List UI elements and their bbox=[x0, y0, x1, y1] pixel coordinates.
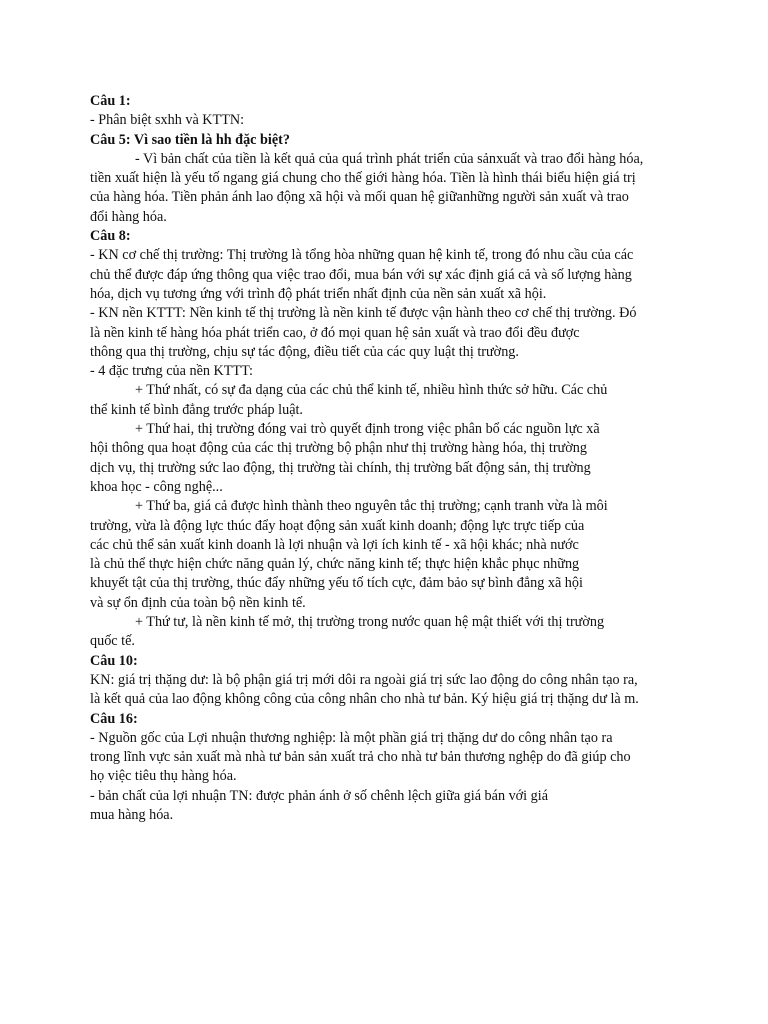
text-line: và sự ổn định của toàn bộ nền kinh tế. bbox=[90, 594, 306, 611]
text-line: khuyết tật của thị trường, thúc đẩy những yếu tố tích cực, đảm bảo sự bình đẳng xã hội bbox=[90, 575, 583, 592]
text-line: + Thứ hai, thị trường đóng vai trò quyết định trong việc phân bổ các nguồn lực xã bbox=[135, 421, 600, 438]
text-line: là chủ thể thực hiện chức năng quản lý, chức năng kinh tế; thực hiện khắc phục những bbox=[90, 556, 580, 573]
text-line: là kết quả của lao động không công của công nhân cho nhà tư bản. Ký hiệu giá trị thặng dư là m. bbox=[90, 691, 639, 708]
text-line: - Vì bản chất của tiền là kết quả của quá trình phát triển của sảnxuất và trao đổi hàng hóa, bbox=[135, 150, 644, 167]
text-line: đổi hàng hóa. bbox=[90, 208, 167, 225]
text-line: thể kinh tế bình đẳng trước pháp luật. bbox=[90, 401, 303, 418]
text-line: họ việc tiêu thụ hàng hóa. bbox=[90, 768, 237, 785]
text-line: của hàng hóa. Tiền phản ánh lao động xã hội và mối quan hệ giữanhững người sản xuất và trao bbox=[90, 189, 629, 206]
text-line: mua hàng hóa. bbox=[90, 806, 174, 823]
text-line: trong lĩnh vực sản xuất mà nhà tư bản sản xuất trả cho nhà tư bản thương nghệp do đã giúp cho bbox=[90, 749, 631, 766]
text-line: + Thứ tư, là nền kinh tế mở, thị trường trong nước quan hệ mật thiết với thị trường bbox=[135, 614, 605, 631]
text-line: các chủ thể sản xuất kinh doanh là lợi nhuận và lợi ích kinh tế - xã hội khác; nhà nước bbox=[90, 536, 579, 553]
text-line: tiền xuất hiện là yếu tố ngang giá chung cho thế giới hàng hóa. Tiền là hình thái biểu hiện giá trị bbox=[90, 170, 636, 187]
text-line: - 4 đặc trưng của nền KTTT: bbox=[90, 363, 253, 380]
text-line: chủ thể được đáp ứng thông qua việc trao đổi, mua bán với sự xác định giá cả và số lượng hàng bbox=[90, 266, 632, 283]
text-line: - bản chất của lợi nhuận TN: được phản ánh ở số chênh lệch giữa giá bán với giá bbox=[90, 787, 549, 804]
text-line: thông qua thị trường, chịu sự tác động, điều tiết của các quy luật thị trường. bbox=[90, 343, 519, 360]
text-line: - KN cơ chế thị trường: Thị trường là tổng hòa những quan hệ kinh tế, trong đó nhu cầu của các bbox=[90, 247, 634, 264]
text-line: + Thứ nhất, có sự đa dạng của các chủ thể kinh tế, nhiều hình thức sở hữu. Các chủ bbox=[135, 382, 608, 399]
heading-cau-1: Câu 1: bbox=[90, 93, 131, 109]
text-line: là nền kinh tế hàng hóa phát triển cao, ở đó mọi quan hệ sản xuất và trao đổi đều được bbox=[90, 324, 580, 341]
text-line: - Nguồn gốc của Lợi nhuận thương nghiệp: là một phần giá trị thặng dư do công nhân tạo ra bbox=[90, 729, 613, 746]
heading-cau-8: Câu 8: bbox=[90, 228, 131, 245]
document-body bbox=[90, 92, 690, 825]
text-line: KN: giá trị thặng dư: là bộ phận giá trị mới dôi ra ngoài giá trị sức lao động do công nhân tạo ra, bbox=[90, 671, 638, 688]
text-line: - Phân biệt sxhh và KTTN: bbox=[90, 112, 245, 129]
heading-cau-10: Câu 10: bbox=[90, 652, 138, 669]
text-line: hóa, dịch vụ tương ứng với trình độ phát triển nhất định của nền sản xuất xã hội. bbox=[90, 285, 547, 302]
heading-cau-5: Câu 5: Vì sao tiền là hh đặc biệt? bbox=[90, 131, 290, 148]
text-line: hội thông qua hoạt động của các thị trường bộ phận như thị trường hàng hóa, thị trường bbox=[90, 440, 587, 457]
text-line: - KN nền KTTT: Nền kinh tế thị trường là nền kinh tế được vận hành theo cơ chế thị trường. Đó bbox=[90, 305, 637, 322]
text-line: + Thứ ba, giá cả được hình thành theo nguyên tắc thị trường; cạnh tranh vừa là môi bbox=[135, 498, 608, 515]
text-line: trường, vừa là động lực thúc đẩy hoạt động sản xuất kinh doanh; động lực trực tiếp của bbox=[90, 517, 585, 534]
text-line: dịch vụ, thị trường sức lao động, thị trường tài chính, thị trường bất động sản, thị trường bbox=[90, 459, 591, 476]
heading-cau-16: Câu 16: bbox=[90, 710, 138, 727]
text-line: quốc tế. bbox=[90, 633, 135, 650]
text-line: khoa học - công nghệ... bbox=[90, 478, 223, 495]
